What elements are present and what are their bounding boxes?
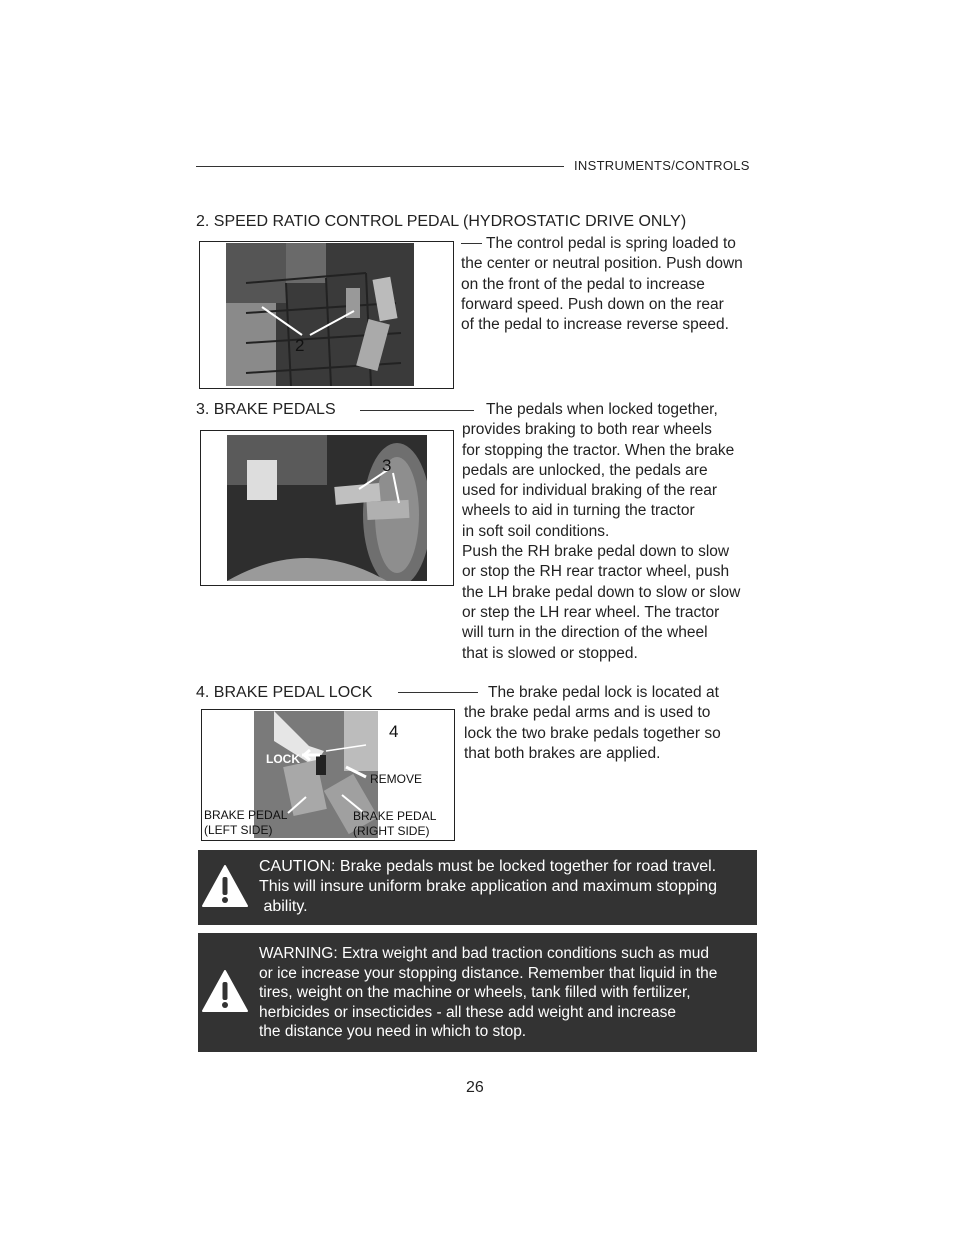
speed-pedal-photo-frame	[199, 241, 454, 389]
section-3-leader-line	[360, 410, 474, 411]
right-pedal-label: BRAKE PEDAL (RIGHT SIDE)	[353, 809, 437, 838]
section-3-line: or stop the RH rear tractor wheel, push	[462, 563, 730, 581]
header-rule	[196, 166, 564, 167]
caution-line: This will insure uniform brake application and maximum stopping	[259, 878, 717, 895]
section-3-line: will turn in the direction of the wheel	[462, 624, 708, 642]
warning-line: herbicides or insecticides - all these add weight and increase	[259, 1003, 677, 1021]
section-3-line: wheels to aid in turning the tractor	[462, 502, 695, 520]
section-2-title: 2. SPEED RATIO CONTROL PEDAL (HYDROSTATIC DRIVE ONLY)	[196, 213, 687, 230]
brake-pedals-photo-frame	[200, 430, 454, 586]
section-2-line: the center or neutral position. Push down	[461, 255, 743, 273]
warning-line: tires, weight on the machine or wheels, tank filled with fertilizer,	[259, 984, 691, 1001]
section-4-body	[464, 683, 764, 764]
section-4-line: that both brakes are applied.	[464, 744, 661, 762]
warning-box	[198, 933, 757, 1052]
section-3-line: provides braking to both rear wheels	[462, 421, 712, 439]
section-2-body	[461, 234, 761, 335]
warning-triangle-icon	[201, 864, 249, 908]
left-pedal-label: BRAKE PEDAL (LEFT SIDE)	[204, 808, 288, 837]
page-number: 26	[466, 1079, 484, 1096]
section-header-title: INSTRUMENTS/CONTROLS	[574, 158, 750, 173]
section-3-line: used for individual braking of the rear	[462, 482, 718, 500]
callout-3: 3	[382, 456, 392, 475]
section-2-line: on the front of the pedal to increase	[461, 275, 705, 293]
section-3-line: The pedals when locked together,	[486, 401, 718, 418]
section-3-line: pedals are unlocked, the pedals are	[462, 461, 708, 479]
section-4-line: lock the two brake pedals together so	[464, 724, 721, 742]
warning-triangle-icon	[201, 969, 249, 1013]
caution-box	[198, 850, 757, 925]
section-3-line: in soft soil conditions.	[462, 522, 610, 540]
section-2-line: The control pedal is spring loaded to	[486, 235, 736, 252]
section-3-line: for stopping the tractor. When the brake	[462, 441, 735, 459]
section-3-title: 3. BRAKE PEDALS	[196, 401, 336, 418]
section-2-line: of the pedal to increase reverse speed.	[461, 316, 729, 334]
warning-text	[259, 944, 754, 1042]
section-4-line: The brake pedal lock is located at	[488, 684, 719, 701]
section-4-title: 4. BRAKE PEDAL LOCK	[196, 684, 373, 701]
section-3-line: Push the RH brake pedal down to slow	[462, 543, 730, 561]
section-4-line: the brake pedal arms and is used to	[464, 704, 711, 722]
brake-lock-photo-frame	[201, 709, 455, 841]
caution-text	[259, 857, 754, 917]
brake-pedals-photo	[227, 435, 427, 581]
section-3-body	[462, 400, 762, 664]
section-3-line: or step the LH rear wheel. The tractor	[462, 603, 720, 621]
caution-line: CAUTION: Brake pedals must be locked together for road travel.	[259, 858, 717, 875]
section-3-line: that is slowed or stopped.	[462, 644, 638, 662]
caution-line: ability.	[259, 898, 308, 915]
section-3-line: the LH brake pedal down to slow or slow	[462, 583, 741, 601]
warning-line: or ice increase your stopping distance. Remember that liquid in the	[259, 964, 718, 982]
warning-line: the distance you need in which to stop.	[259, 1023, 527, 1040]
callout-2: 2	[295, 336, 305, 355]
warning-line: WARNING: Extra weight and bad traction conditions such as mud	[259, 945, 709, 962]
section-2-line: forward speed. Push down on the rear	[461, 295, 724, 313]
lock-label: LOCK	[266, 752, 300, 766]
remove-label: REMOVE	[370, 772, 423, 786]
callout-4: 4	[389, 722, 399, 741]
speed-pedal-photo	[226, 243, 414, 386]
